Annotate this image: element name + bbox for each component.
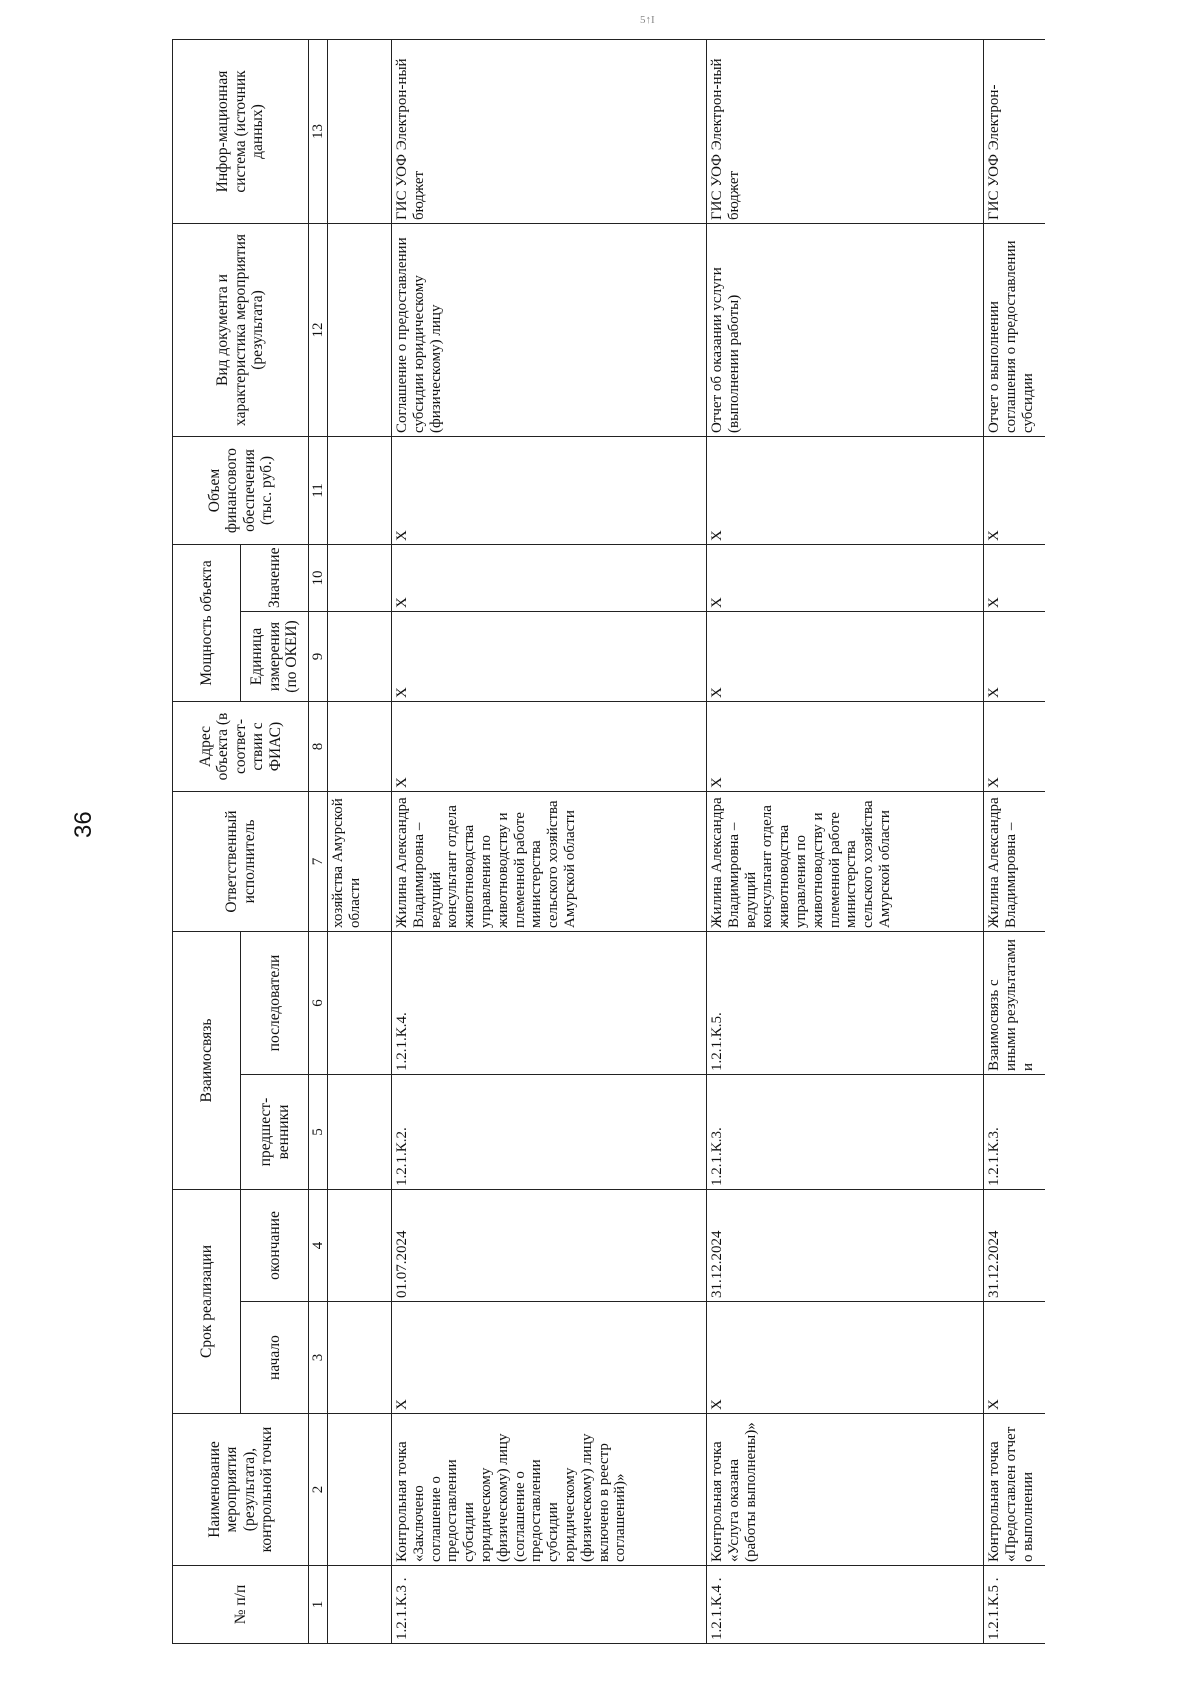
row-start: Х [983,1302,1045,1414]
row-value: Х [706,545,983,612]
header-end: окончание [241,1190,309,1302]
row-succ: Взаимосвязь с иными результатами и [983,932,1045,1075]
row-num: 1.2.1.К.5 . [983,1566,1045,1644]
header-pred: предшест-венники [241,1075,309,1190]
row-succ: 1.2.1.К.5. [706,932,983,1075]
header-term: Срок реализации [173,1190,241,1414]
row-unit: Х [392,612,707,702]
col-number: 9 [309,612,328,702]
header-unit: Единица измерения (по ОКЕИ) [241,612,309,702]
row-finance: Х [983,437,1045,545]
row-info: ГИС УОФ Электрон-ный бюджет [706,40,983,224]
row-pred: 1.2.1.К.3. [983,1075,1045,1190]
row-end: 31.12.2024 [983,1190,1045,1302]
header-addr: Адрес объекта (в соответ-ствии с ФИАС) [173,702,309,792]
header-finance: Объем финансового обеспечения (тыс. руб.) [173,437,309,545]
col-number: 11 [309,437,328,545]
row-info: ГИС УОФ Электрон-ный бюджет [392,40,707,224]
activities-table [172,39,1045,1644]
header-exec: Ответственный исполнитель [173,792,309,932]
row-addr: Х [706,702,983,792]
row-end: 31.12.2024 [706,1190,983,1302]
table-row [392,40,707,1644]
col-number: 10 [309,545,328,612]
col-number: 2 [309,1414,328,1566]
row-doc: Отчет об оказании услуги (выполнении работы) [706,224,983,437]
col-number: 12 [309,224,328,437]
row-succ: 1.2.1.К.4. [392,932,707,1075]
col-number: 4 [309,1190,328,1302]
row-pred: 1.2.1.К.3. [706,1075,983,1190]
row-finance: Х [392,437,707,545]
row-num: 1.2.1.К.3 . [392,1566,707,1644]
row-name: Контрольная точка «Предоставлен отчет о выполнении [983,1414,1045,1566]
continuation-row [328,40,392,1644]
header-name: Наименование мероприятия (результата), контрольной точки [173,1414,309,1566]
header-value: Значение [241,545,309,612]
header-succ: последователи [241,932,309,1075]
row-exec: Жилина Александра Владимировна – ведущий консультант отдела животноводства управления по животноводству и племенной работе министерства сельского хозяйства Амурской области [392,792,707,932]
header-link: Взаимосвязь [173,932,241,1190]
row-name: Контрольная точка «Заключено соглашение о предоставлении субсидии юридическому (физическому) лицу (соглашение о предоставлении субсидии юридическому (физическому) лицу включено в реестр соглашений)» [392,1414,707,1566]
col-number: 1 [309,1566,328,1644]
page-number: 36 [70,811,97,838]
row-exec: Жилина Александра Владимировна – [983,792,1045,932]
col-number: 6 [309,932,328,1075]
header-num: № п/п [173,1566,309,1644]
col-number: 8 [309,702,328,792]
scan-mark: 5↑I [640,14,655,26]
row-info: ГИС УОФ Электрон- [983,40,1045,224]
row-finance: Х [706,437,983,545]
table-row [983,40,1045,1644]
row-unit: Х [983,612,1045,702]
row-pred: 1.2.1.К.2. [392,1075,707,1190]
row-num: 1.2.1.К.4 . [706,1566,983,1644]
header-doc: Вид документа и характеристика мероприятия (результата) [173,224,309,437]
header-info: Инфор-мационная система (источник данных) [173,40,309,224]
row-addr: Х [392,702,707,792]
header-power: Мощность объекта [173,545,241,702]
document-table-wrapper [172,40,1045,1644]
row-addr: Х [983,702,1045,792]
row-start: Х [392,1302,707,1414]
continuation-exec: хозяйства Амурской области [328,792,392,932]
col-number: 13 [309,40,328,224]
header-start: начало [241,1302,309,1414]
row-value: Х [392,545,707,612]
row-exec: Жилина Александра Владимировна – ведущий консультант отдела животноводства управления по животноводству и племенной работе министерства сельского хозяйства Амурской области [706,792,983,932]
col-number: 5 [309,1075,328,1190]
table-row [706,40,983,1644]
col-number: 3 [309,1302,328,1414]
row-unit: Х [706,612,983,702]
row-doc: Соглашение о предоставлении субсидии юридическому (физическому) лицу [392,224,707,437]
row-doc: Отчет о выполнении соглашения о предоставлении субсидии [983,224,1045,437]
row-start: Х [706,1302,983,1414]
col-number: 7 [309,792,328,932]
row-value: Х [983,545,1045,612]
column-number-row [309,40,328,1644]
row-end: 01.07.2024 [392,1190,707,1302]
row-name: Контрольная точка «Услуга оказана (работы выполнены)» [706,1414,983,1566]
